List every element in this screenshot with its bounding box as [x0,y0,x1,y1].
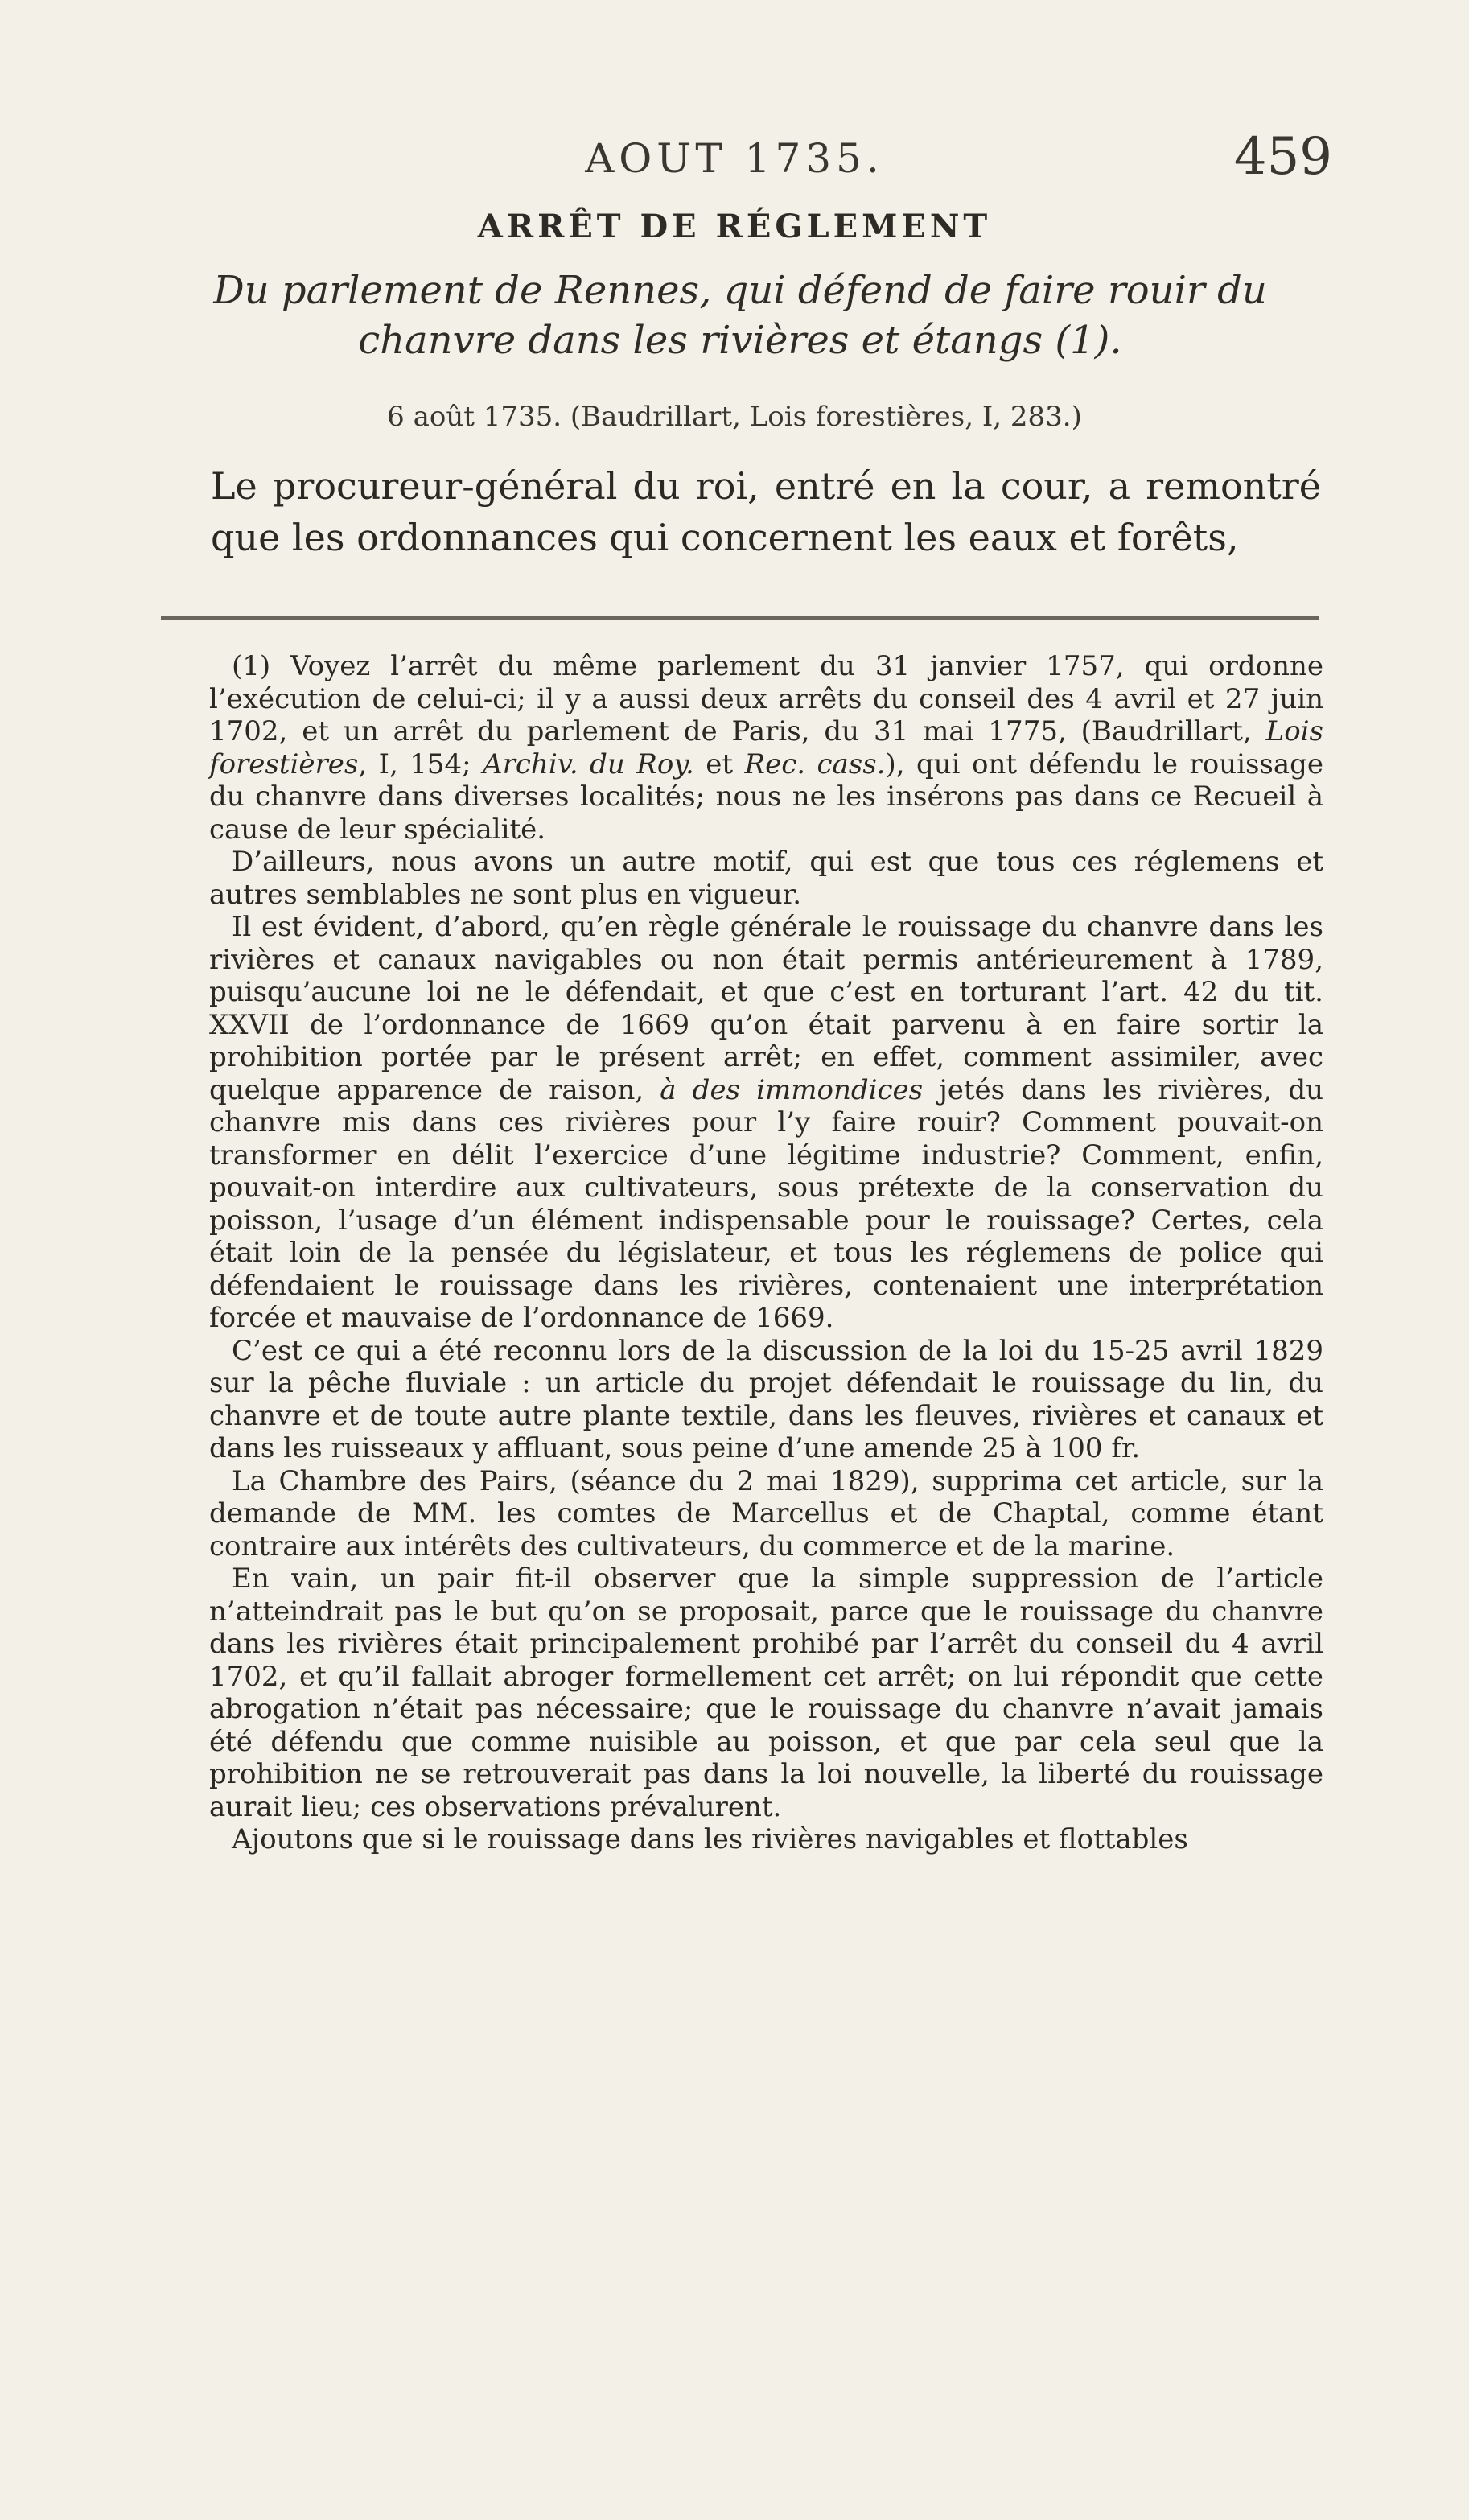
footnote-text: Il est évident, d’abord, qu’en règle générale le rouissage du chanvre dans les rivières et canaux navigables ou non était permis antérieurement à 1789, puisqu’aucune loi ne le défendait, et que c’est en torturant l’art. 42 du tit. XXVII de l’ordonnance de 1669 qu’on était parvenu à en faire sortir la prohibition portée par le présent arrêt; en effet, comment assimiler, avec quelque apparence de raison, [209,911,1323,1106]
footnote-paragraph-3 [209,911,1323,1335]
decree-source-citation: 6 août 1735. (Baudrillart, Lois forestières, I, 283.) [387,401,1082,433]
footnote-text: jetés dans les rivières, du chanvre mis dans ces rivières pour l’y faire rouir? Comment pouvait-on transformer en délit l’exercice d’une légitime industrie? Comment, enfin, pouvait-on interdire aux cultivateurs, sous prétexte de la conservation du poisson, l’usage d’un élément indispensable pour le rouissage? Certes, cela était loin de la pensée du législateur, et tous les réglemens de police qui défendaient le rouissage dans les rivières, contenaient une interprétation forcée et mauvaise de l’ordonnance de 1669. [209,1073,1323,1334]
footnote-italic-text: Archiv. du Roy. [483,747,694,780]
footnote-paragraph-7: Ajoutons que si le rouissage dans les rivières navigables et flottables [232,1823,1188,1855]
footnote-paragraph-1 [209,650,1323,846]
running-header-title: AOUT 1735. [585,135,884,182]
footnote-text: ), qui ont défendu le rouissage du chanvre dans diverses localités; nous ne les insérons pas dans ce Recueil à cause de leur spécialité. [209,747,1324,846]
decree-subtitle: Du parlement de Rennes, qui défend de faire rouir du chanvre dans les rivières et étangs (1). [213,268,1267,363]
footnote-paragraph-2: D’ailleurs, nous avons un autre motif, qui est que tous ces réglemens et autres semblables ne sont plus en vigueur. [209,846,1323,911]
footnote-paragraph-5: La Chambre des Pairs, (séance du 2 mai 1829), supprima cet article, sur la demande de MM. les comtes de Marcellus et de Chaptal, comme étant contraire aux intérêts des cultivateurs, du commerce et de la marine. [209,1464,1323,1563]
running-header [0,127,1469,200]
decree-body-text: Le procureur-général du roi, entré en la cour, a remontré que les ordonnances qui concernent les eaux et forêts, [211,464,1321,559]
decree-heading: ARRÊT DE RÉGLEMENT [477,208,992,245]
footnote-italic-text: à des immondices [660,1073,924,1106]
footnote-italic-text: Lois forestières [209,715,1323,780]
footnote [209,650,1323,1856]
footnote-paragraph-4: C’est ce qui a été reconnu lors de la discussion de la loi du 15-25 avril 1829 sur la pêche fluviale : un article du projet défendait le rouissage du lin, du chanvre et de toute autre plante textile, dans les fleuves, rivières et canaux et dans les ruisseaux y affluant, sous peine d’une amende 25 à 100 fr. [209,1334,1323,1464]
footnote-text: (1) Voyez l’arrêt du même parlement du 31 janvier 1757, qui ordonne l’exécution de celui-ci; il y a aussi deux arrêts du conseil des 4 avril et 27 juin 1702, et un arrêt du parlement de Paris, du 31 mai 1775, (Baudrillart, [209,650,1323,747]
footnote-text: et [693,747,745,780]
footnote-text: , I, 154; [358,747,483,780]
footnote-italic-text: Rec. cass. [744,747,886,780]
footnote-paragraph-6: En vain, un pair fit-il observer que la simple suppression de l’article n’atteindrait pas le but qu’on se proposait, parce que le rouissage du chanvre dans les rivières était principalement prohibé par l’arrêt du conseil du 4 avril 1702, et qu’il fallait abroger formellement cet arrêt; on lui répondit que cette abrogation n’était pas nécessaire; que le rouissage du chanvre n’avait jamais été défendu que comme nuisible au poisson, et que par cela seul que la prohibition ne se retrouverait pas dans la loi nouvelle, la liberté du rouissage aurait lieu; ces observations prévalurent. [209,1563,1323,1823]
footnote-divider [161,616,1319,620]
page-number: 459 [1233,127,1332,187]
